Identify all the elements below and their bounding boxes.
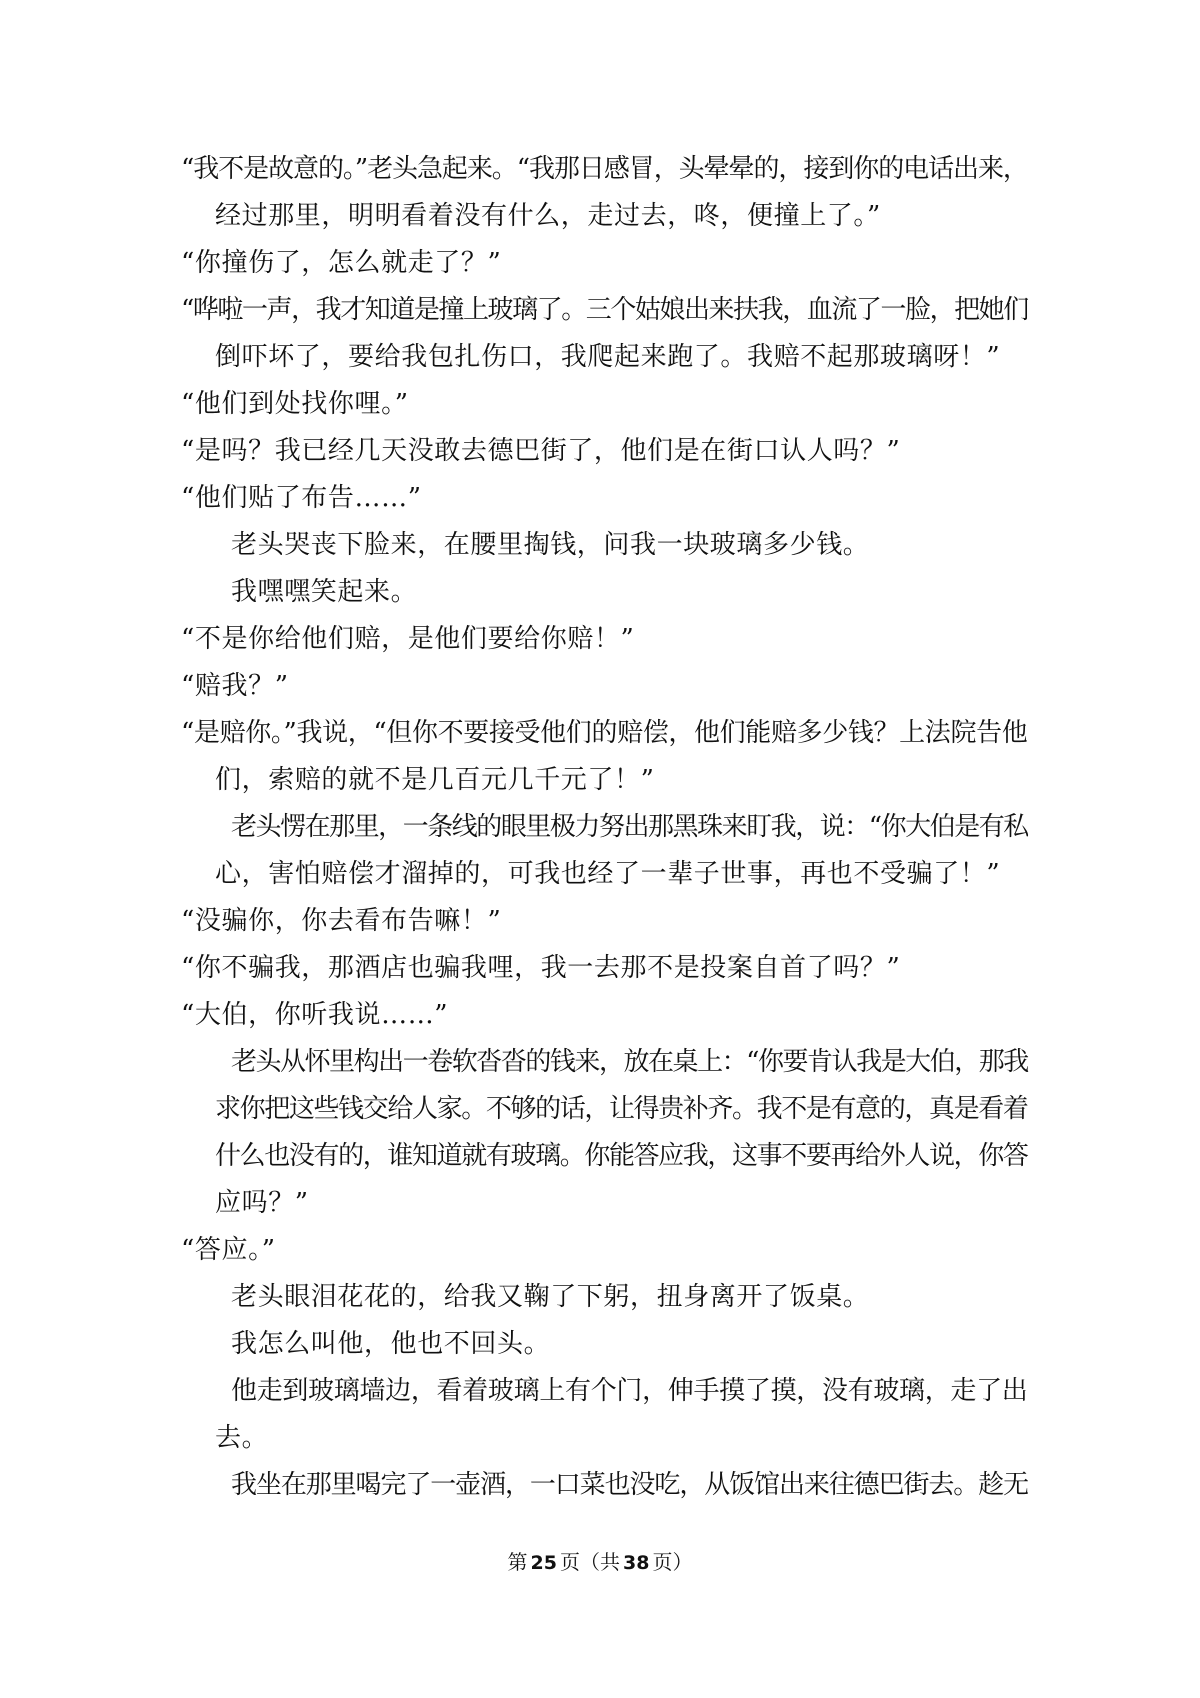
footer-suffix: 页） <box>652 1550 693 1574</box>
text-line: 经过那里，明明看着没有什么，走过去，咚，便撞上了。” <box>215 201 881 231</box>
total-page-number: 38 <box>623 1552 650 1574</box>
text-line: 他走到玻璃墙边，看着玻璃上有个门，伸手摸了摸，没有玻璃，走了出 <box>231 1376 1028 1406</box>
text-line: “他们到处找你哩。” <box>181 389 409 419</box>
text-line: 我怎么叫他，他也不回头。 <box>231 1329 551 1359</box>
text-line: “大伯，你听我说……” <box>181 1000 449 1030</box>
text-line: 什么也没有的，谁知道就有玻璃。你能答应我，这事不要再给外人说，你答 <box>215 1141 1028 1171</box>
text-line: 去。 <box>215 1423 269 1453</box>
page-footer <box>0 1548 1200 1577</box>
text-line: 倒吓坏了，要给我包扎伤口，我爬起来跑了。我赔不起那玻璃呀！” <box>215 342 1001 372</box>
text-line: “不是你给他们赔，是他们要给你赔！” <box>181 624 635 654</box>
footer-prefix: 第 <box>507 1550 528 1574</box>
text-line: 老头愣在那里，一条线的眼里极力努出那黑珠来盯我，说：“你大伯是有私 <box>231 812 1028 842</box>
text-line: 心，害怕赔偿才溜掉的，可我也经了一辈子世事，再也不受骗了！” <box>215 859 1001 889</box>
text-line: “没骗你，你去看布告嘛！” <box>181 906 502 936</box>
body-text <box>181 146 1031 1509</box>
text-line: 们，索赔的就不是几百元几千元了！” <box>215 765 655 795</box>
text-line: “他们贴了布告……” <box>181 483 422 513</box>
text-line: 老头眼泪花花的，给我又鞠了下躬，扭身离开了饭桌。 <box>231 1282 870 1312</box>
text-line: “你撞伤了，怎么就走了？” <box>181 248 502 278</box>
text-line: 应吗？” <box>215 1188 309 1218</box>
text-line: 老头从怀里构出一卷软沓沓的钱来，放在桌上：“你要肯认我是大伯，那我 <box>231 1047 1028 1077</box>
text-line: “是吗？我已经几天没敢去德巴街了，他们是在街口认人吗？” <box>181 436 901 466</box>
text-line: “是赔你。”我说，“但你不要接受他们的赔偿，他们能赔多少钱？上法院告他 <box>181 718 1028 748</box>
text-line: 我坐在那里喝完了一壶酒，一口菜也没吃，从饭馆出来往德巴街去。趁无 <box>231 1470 1029 1500</box>
text-line: “答应。” <box>181 1235 276 1265</box>
text-line: “哗啦一声，我才知道是撞上玻璃了。三个姑娘出来扶我，血流了一脸，把她们 <box>181 295 1028 325</box>
footer-middle: 页（共 <box>560 1550 620 1574</box>
text-line: 求你把这些钱交给人家。不够的话，让得贵补齐。我不是有意的，真是看着 <box>215 1094 1028 1124</box>
current-page-number: 25 <box>530 1552 557 1574</box>
text-line: “你不骗我，那酒店也骗我哩，我一去那不是投案自首了吗？” <box>181 953 901 983</box>
text-line: “我不是故意的。”老头急起来。“我那日感冒，头晕晕的，接到你的电话出来， <box>181 154 1028 184</box>
text-line: 我嘿嘿笑起来。 <box>231 577 418 607</box>
text-line: 老头哭丧下脸来，在腰里掏钱，问我一块玻璃多少钱。 <box>231 530 870 560</box>
text-line: “赔我？” <box>181 671 289 701</box>
